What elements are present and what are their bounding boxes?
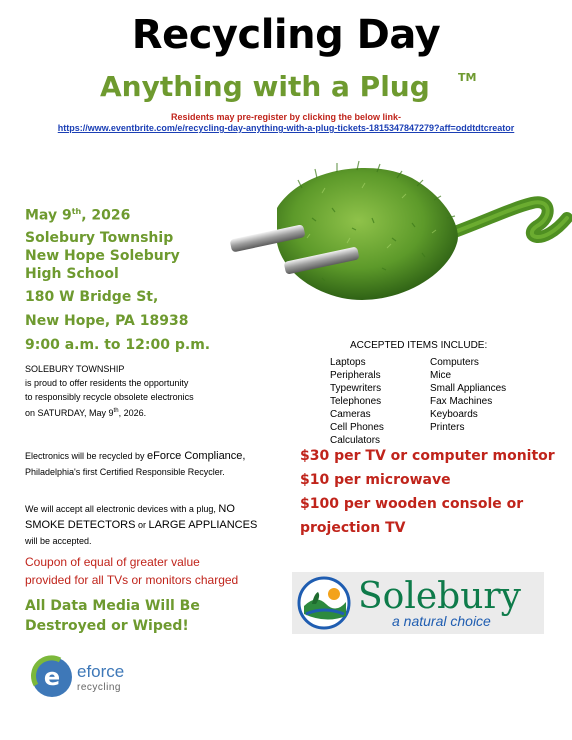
price-tv-monitor: $30 per TV or computer monitor: [300, 448, 555, 464]
event-date: May 9th, 2026: [25, 207, 131, 224]
eventbrite-link[interactable]: https://www.eventbrite.com/e/recycling-day-anything-with-a-plug-tickets-1815347847279?aff=oddtdtcreator: [57, 123, 515, 133]
accepted-item: Keyboards: [430, 409, 478, 420]
accepted-item: Peripherals: [330, 370, 381, 381]
solebury-tagline: a natural choice: [392, 613, 491, 629]
offer-paragraph: [25, 362, 285, 420]
accepted-item: Telephones: [330, 396, 382, 407]
accepted-item: Mice: [430, 370, 452, 381]
price-microwave: $10 per microwave: [300, 472, 451, 488]
accept-note-paragraph: [25, 501, 290, 549]
solebury-wordmark: Solebury: [358, 576, 521, 617]
offer-line: to responsibly recycle obsolete electronics: [25, 392, 194, 402]
accepted-item: Printers: [430, 422, 465, 433]
price-console-line-2: projection TV: [300, 520, 406, 536]
accepted-item: Calculators: [330, 435, 381, 446]
data-media-note: [25, 596, 225, 636]
city-address: New Hope, PA 18938: [25, 313, 189, 329]
svg-text:e: e: [43, 663, 61, 691]
accepted-items-heading: ACCEPTED ITEMS INCLUDE:: [350, 340, 488, 351]
venue-line-3: High School: [25, 266, 119, 282]
venue-line-2: New Hope Solebury: [25, 248, 180, 264]
page-title: Recycling Day: [131, 12, 441, 58]
accepted-item: Small Appliances: [430, 383, 507, 394]
accepted-item: Fax Machines: [430, 396, 493, 407]
eforce-wordmark: eforce: [77, 662, 125, 681]
recycler-line: Philadelphia's first Certified Responsible Recycler.: [25, 467, 225, 477]
accepted-item: Typewriters: [330, 383, 382, 394]
solebury-emblem-icon: [296, 576, 352, 630]
data-media-line: All Data Media Will Be: [25, 598, 200, 614]
eforce-subtitle: recycling: [77, 682, 121, 693]
subtitle: Anything with a Plug: [100, 70, 430, 103]
trademark-mark: TM: [458, 71, 477, 84]
venue-line-1: Solebury Township: [25, 230, 174, 246]
accepted-item: Computers: [430, 357, 479, 368]
coupon-note: [25, 553, 285, 589]
offer-line: SOLEBURY TOWNSHIP: [25, 364, 125, 374]
street-address: 180 W Bridge St,: [25, 289, 159, 305]
accept-line: will be accepted.: [25, 536, 92, 546]
eforce-logo-icon: [30, 655, 74, 699]
accept-line: We will accept all electronic devices with a plug, NO: [25, 503, 235, 515]
accept-line: SMOKE DETECTORS or LARGE APPLIANCES: [25, 519, 258, 531]
coupon-line: Coupon of equal of greater value: [25, 555, 200, 569]
preregister-note: Residents may pre-register by clicking the below link-: [170, 112, 402, 122]
offer-line: is proud to offer residents the opportunity: [25, 378, 189, 388]
price-console-line-1: $100 per wooden console or: [300, 496, 524, 512]
accepted-item: Cameras: [330, 409, 371, 420]
event-time: 9:00 a.m. to 12:00 p.m.: [25, 337, 211, 353]
accepted-item: Laptops: [330, 357, 366, 368]
accepted-item: Cell Phones: [330, 422, 384, 433]
recycler-paragraph: [25, 448, 285, 480]
recycler-line: Electronics will be recycled by eForce Compliance,: [25, 450, 246, 462]
offer-line: on SATURDAY, May 9th, 2026.: [25, 408, 147, 418]
coupon-line: provided for all TVs or monitors charged: [25, 573, 239, 587]
grass-plug-illustration: [222, 148, 572, 338]
data-media-line: Destroyed or Wiped!: [25, 618, 189, 634]
